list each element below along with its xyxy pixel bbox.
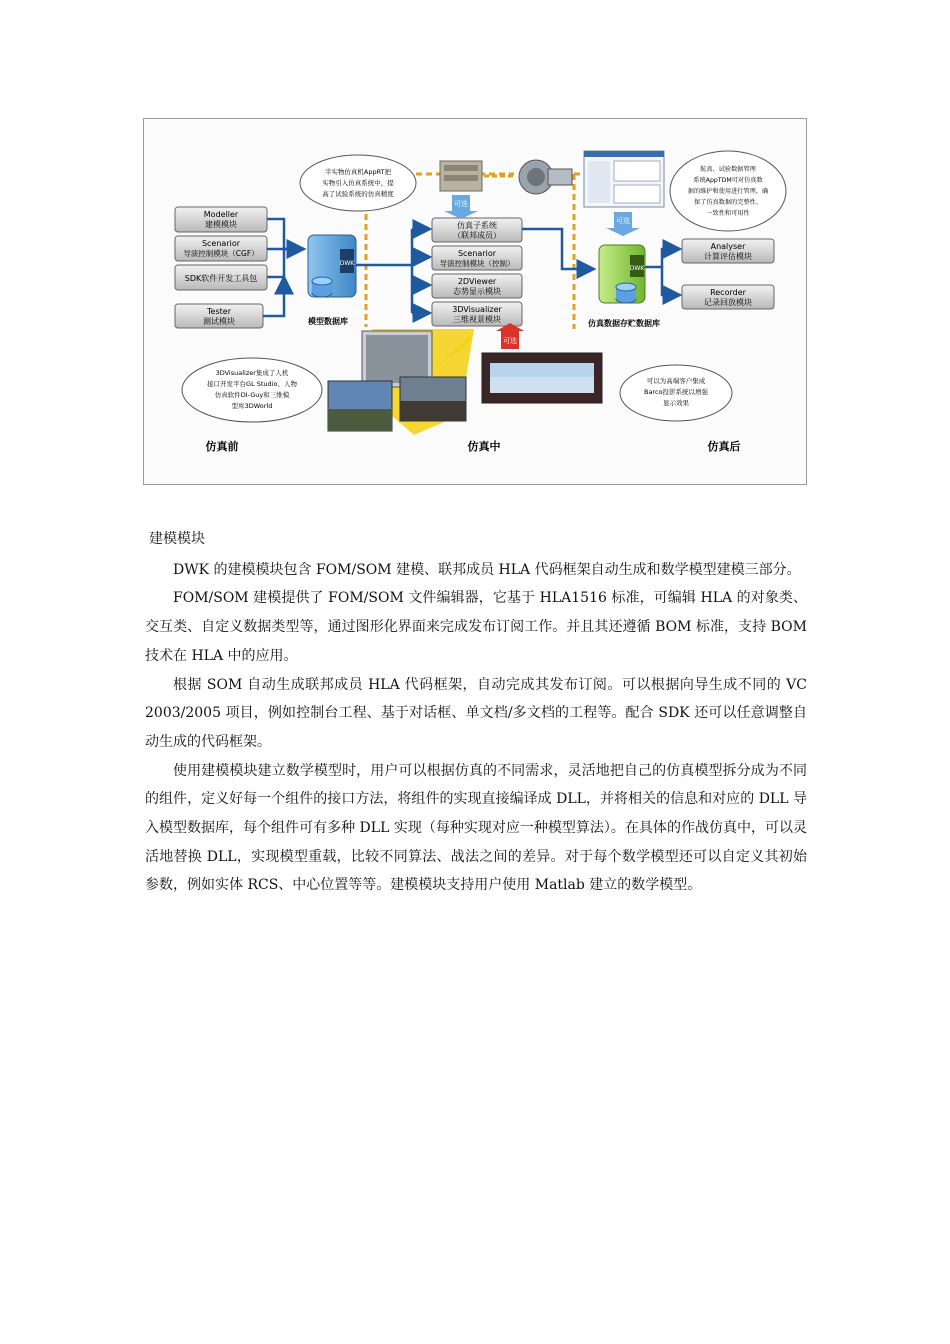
center-module-title: Scenarior: [457, 249, 497, 258]
architecture-diagram: [144, 119, 808, 486]
optional-badge: [496, 323, 524, 349]
model-database-icon: [308, 235, 356, 297]
svg-text:系统AppTDM可对仿真数: 系统AppTDM可对仿真数: [693, 177, 763, 184]
db-badge: DWK: [629, 265, 645, 272]
left-module-en: Scenarior: [201, 239, 241, 248]
left-module-zh: 建模模块: [205, 220, 237, 229]
left-module-en: Tester: [207, 307, 231, 316]
svg-text:型库3DWorld: 型库3DWorld: [231, 402, 273, 410]
paragraph: FOM/SOM 建模提供了 FOM/SOM 文件编辑器，它基于 HLA1516 标准，可编辑 HLA 的对象类、交互类、自定义数据类型等，通过图形化界面来完成发布订阅工作。并且其还遵循 BOM 标准，支持 BOM 技术在 HLA 中的应用。: [145, 590, 807, 664]
svg-text:接口开发平台GL Studio、人物: 接口开发平台GL Studio、人物: [207, 380, 297, 388]
svg-text:仿真软件DI-Guy和三维模: 仿真软件DI-Guy和三维模: [214, 391, 290, 399]
phase-label: 仿真后: [707, 440, 741, 453]
paragraph: 根据 SOM 自动生成联邦成员 HLA 代码框架，自动完成其发布订阅。可以根据向导生成不同的 VC 2003/2005 项目，例如控制台工程、基于对话框、单文档/多文档的工程等。配合 SDK 还可以任意调整自动生成的代码框架。: [145, 676, 807, 750]
center-modules: [432, 218, 522, 326]
paragraph: 使用建模模块建立数学模型时，用户可以根据仿真的不同需求，灵活地把自己的仿真模型拆分成为不同的组件，定义好每一个组件的接口方法，将组件的实现直接编译成 DLL，并将相关的信息和对应的 DLL 导入模型数据库，每个组件可有多种 DLL 实现（每种实现对应一种模型算法）。在具体的作战仿真中，可以灵活地替换 DLL，实现模型重载，比较不同算法、战法之间的差异。对于每个数学模型还可以自定义其初始参数，例如实体 RCS、中心位置等等。建模模块支持用户使用 Matlab 建立的数学模型。: [145, 762, 807, 894]
center-module-sub: 导演控制模块（控制）: [439, 259, 515, 268]
note-bubble-bottom-left: [182, 358, 322, 422]
document-body: [145, 525, 807, 900]
section-title: 建模模块: [149, 531, 205, 547]
svg-text:可以为高端客户集成: 可以为高端客户集成: [646, 377, 706, 385]
left-module-en: Modeller: [203, 210, 239, 219]
phase-label: 仿真中: [467, 440, 501, 453]
svg-text:可选: 可选: [616, 217, 630, 225]
right-module-en: Analyser: [710, 242, 746, 251]
svg-text:显示效果: 显示效果: [663, 399, 689, 407]
center-module-sub: 三维视景模块: [453, 315, 501, 324]
left-module-zh: 测试模块: [203, 317, 235, 326]
center-module-sub: 态势显示模块: [453, 287, 501, 296]
right-modules: [682, 239, 774, 309]
projection-theater-image: [482, 353, 602, 403]
svg-text:据的维护和使用进行管理，确: 据的维护和使用进行管理，确: [687, 188, 769, 195]
right-module-zh: 计算评估模块: [704, 252, 752, 261]
data-management-screenshot: [584, 151, 664, 207]
center-module-sub: （联邦成员）: [453, 231, 501, 240]
db-right-label: 仿真数据存贮数据库: [588, 319, 660, 328]
center-module-title: 仿真子系统: [457, 221, 497, 230]
center-module-title: 2DViewer: [457, 277, 497, 286]
phase-label: 仿真前: [205, 440, 239, 453]
svg-text:航真、试验数据管理: 航真、试验数据管理: [700, 166, 756, 173]
svg-text:Barco投影系统以增强: Barco投影系统以增强: [643, 388, 709, 396]
db-badge: DWK: [339, 260, 355, 267]
architecture-figure: [143, 118, 807, 485]
svg-text:高了试验系统的仿真精度: 高了试验系统的仿真精度: [322, 190, 394, 198]
svg-text:一致性和可用性: 一致性和可用性: [706, 210, 750, 217]
note-bubble-bottom-right: [620, 365, 732, 421]
right-module-zh: 记录回放模块: [704, 298, 752, 307]
svg-text:保了仿真数据的完整性、: 保了仿真数据的完整性、: [693, 199, 763, 206]
left-module-zh: SDK软件开发工具包: [184, 274, 258, 283]
paragraph: DWK 的建模模块包含 FOM/SOM 建模、联邦成员 HLA 代码框架自动生成和数学模型建模三部分。: [173, 561, 801, 578]
left-module-zh: 导演控制模块（CGF）: [183, 249, 259, 258]
note-bubble-top-left: [300, 155, 416, 211]
optional-badge: [444, 195, 478, 219]
note-bubble-top-right: [670, 151, 786, 231]
optional-badge: [606, 212, 640, 236]
svg-text:实物引入仿真系统中，提: 实物引入仿真系统中，提: [322, 179, 394, 187]
simulation-hardware-image: [440, 160, 572, 194]
svg-text:可选: 可选: [454, 200, 468, 208]
left-modules: [175, 207, 267, 328]
simulation-database-icon: [599, 245, 645, 303]
svg-text:半实物仿真机AppRT把: 半实物仿真机AppRT把: [324, 168, 392, 176]
right-module-en: Recorder: [710, 288, 746, 297]
db-left-label: 模型数据库: [308, 317, 348, 326]
svg-text:3DVisualizer集成了人机: 3DVisualizer集成了人机: [215, 369, 289, 377]
center-module-title: 3DVisualizer: [452, 305, 502, 314]
svg-text:可选: 可选: [503, 337, 517, 345]
